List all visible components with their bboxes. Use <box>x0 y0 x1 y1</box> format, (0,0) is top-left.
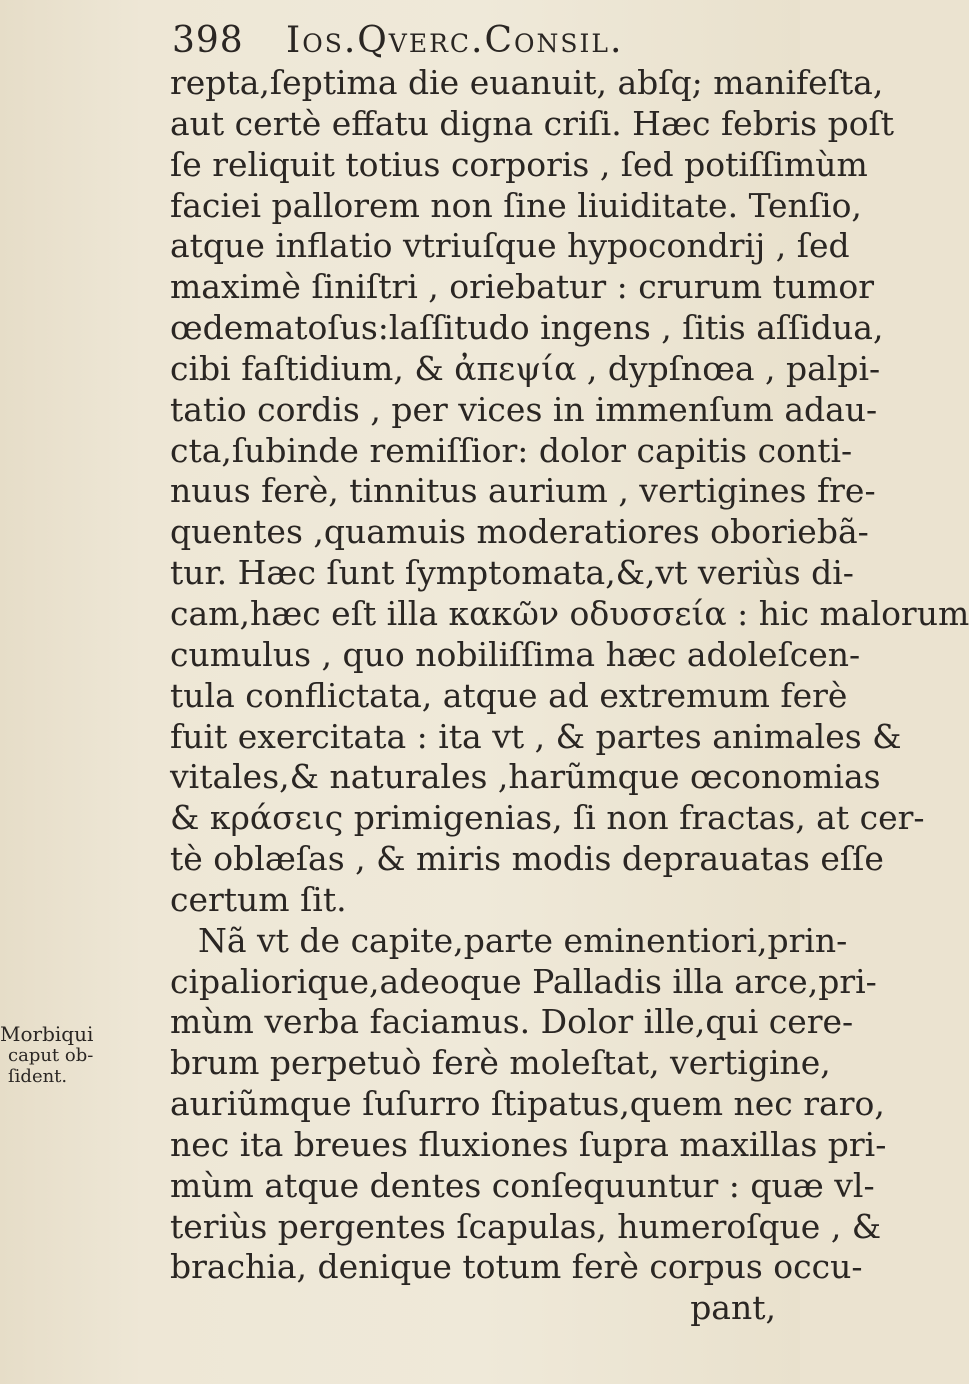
page-number: 398 <box>172 20 244 61</box>
marginal-note-line: caput ob- <box>8 1045 94 1066</box>
text-line: mùm atque dentes conſequuntur : quæ vl- <box>170 1165 875 1205</box>
text-line: atque inflatio vtriuſque hypocondrij , ſed <box>170 226 850 266</box>
text-line: tur. Hæc ſunt ſymptomata,&,vt veriùs di- <box>170 553 854 593</box>
text-line: fuit exercitata : ita vt , & partes animales & <box>170 716 902 756</box>
text-line: œdematoſus:laſſitudo ingens , ſitis aſſidua, <box>170 308 884 348</box>
text-line: vitales,& naturales ,harũmque œconomias <box>170 757 881 797</box>
marginal-note-line: ſident. <box>8 1066 68 1087</box>
text-line: teriùs pergentes ſcapulas, humeroſque , & <box>170 1206 882 1246</box>
text-line: tè oblæſas , & miris modis deprauatas eſſe <box>170 839 884 879</box>
catchword: pant, <box>690 1288 776 1328</box>
text-line: cta,ſubinde remiſſior: dolor capitis conti- <box>170 430 853 470</box>
text-line: ſe reliquit totius corporis , ſed potiſſimùm <box>170 144 868 184</box>
text-line: brachia, denique totum ferè corpus occu- <box>170 1247 863 1287</box>
text-line: cibi faſtidium, & ἀπεψία , dypſnœa , palpi- <box>170 348 881 388</box>
text-line: faciei pallorem non ſine liuiditate. Tenſio, <box>170 185 862 225</box>
text-line: nec ita breues fluxiones ſupra maxillas pri- <box>170 1124 887 1164</box>
text-line: cam,hæc eſt illa κακῶν οδυσσεία : hic malorum <box>170 593 969 633</box>
text-line: aut certè effatu digna criſi. Hæc febris poſt <box>170 103 895 143</box>
marginal-note <box>0 1024 160 1087</box>
text-line: tula conflictata, atque ad extremum ferè <box>170 675 848 715</box>
text-line: mùm verba faciamus. Dolor ille,qui cere- <box>170 1002 854 1042</box>
running-head: Ios.Qverc.Consil. <box>286 20 624 61</box>
text-line: nuus ferè, tinnitus aurium , vertigines fre- <box>170 471 876 511</box>
text-line: tatio cordis , per vices in immenſum adau- <box>170 389 878 429</box>
text-line: quentes ,quamuis moderatiores oboriebã- <box>170 512 869 552</box>
text-line: cumulus , quo nobiliſſima hæc adoleſcen- <box>170 634 861 674</box>
text-line: brum perpetuò ferè moleſtat, vertigine, <box>170 1043 831 1083</box>
text-line: cipaliorique,adeoque Palladis illa arce,pri- <box>170 961 877 1001</box>
text-line: auriũmque ſuſurro ſtipatus,quem nec raro, <box>170 1084 885 1124</box>
body-text <box>170 63 969 1329</box>
text-line: repta,ſeptima die euanuit, abſq; manifeſta, <box>170 63 884 102</box>
paragraph-start-line: Nã vt de capite,parte eminentiori,prin- <box>198 920 848 960</box>
text-line: certum ſit. <box>170 879 347 919</box>
text-line: & κράσεις primigenias, ſi non fractas, at cer- <box>170 798 925 838</box>
page-header <box>0 12 800 62</box>
text-line: maximè ſiniſtri , oriebatur : crurum tumor <box>170 267 874 307</box>
marginal-note-line: Morbiqui <box>0 1022 94 1046</box>
